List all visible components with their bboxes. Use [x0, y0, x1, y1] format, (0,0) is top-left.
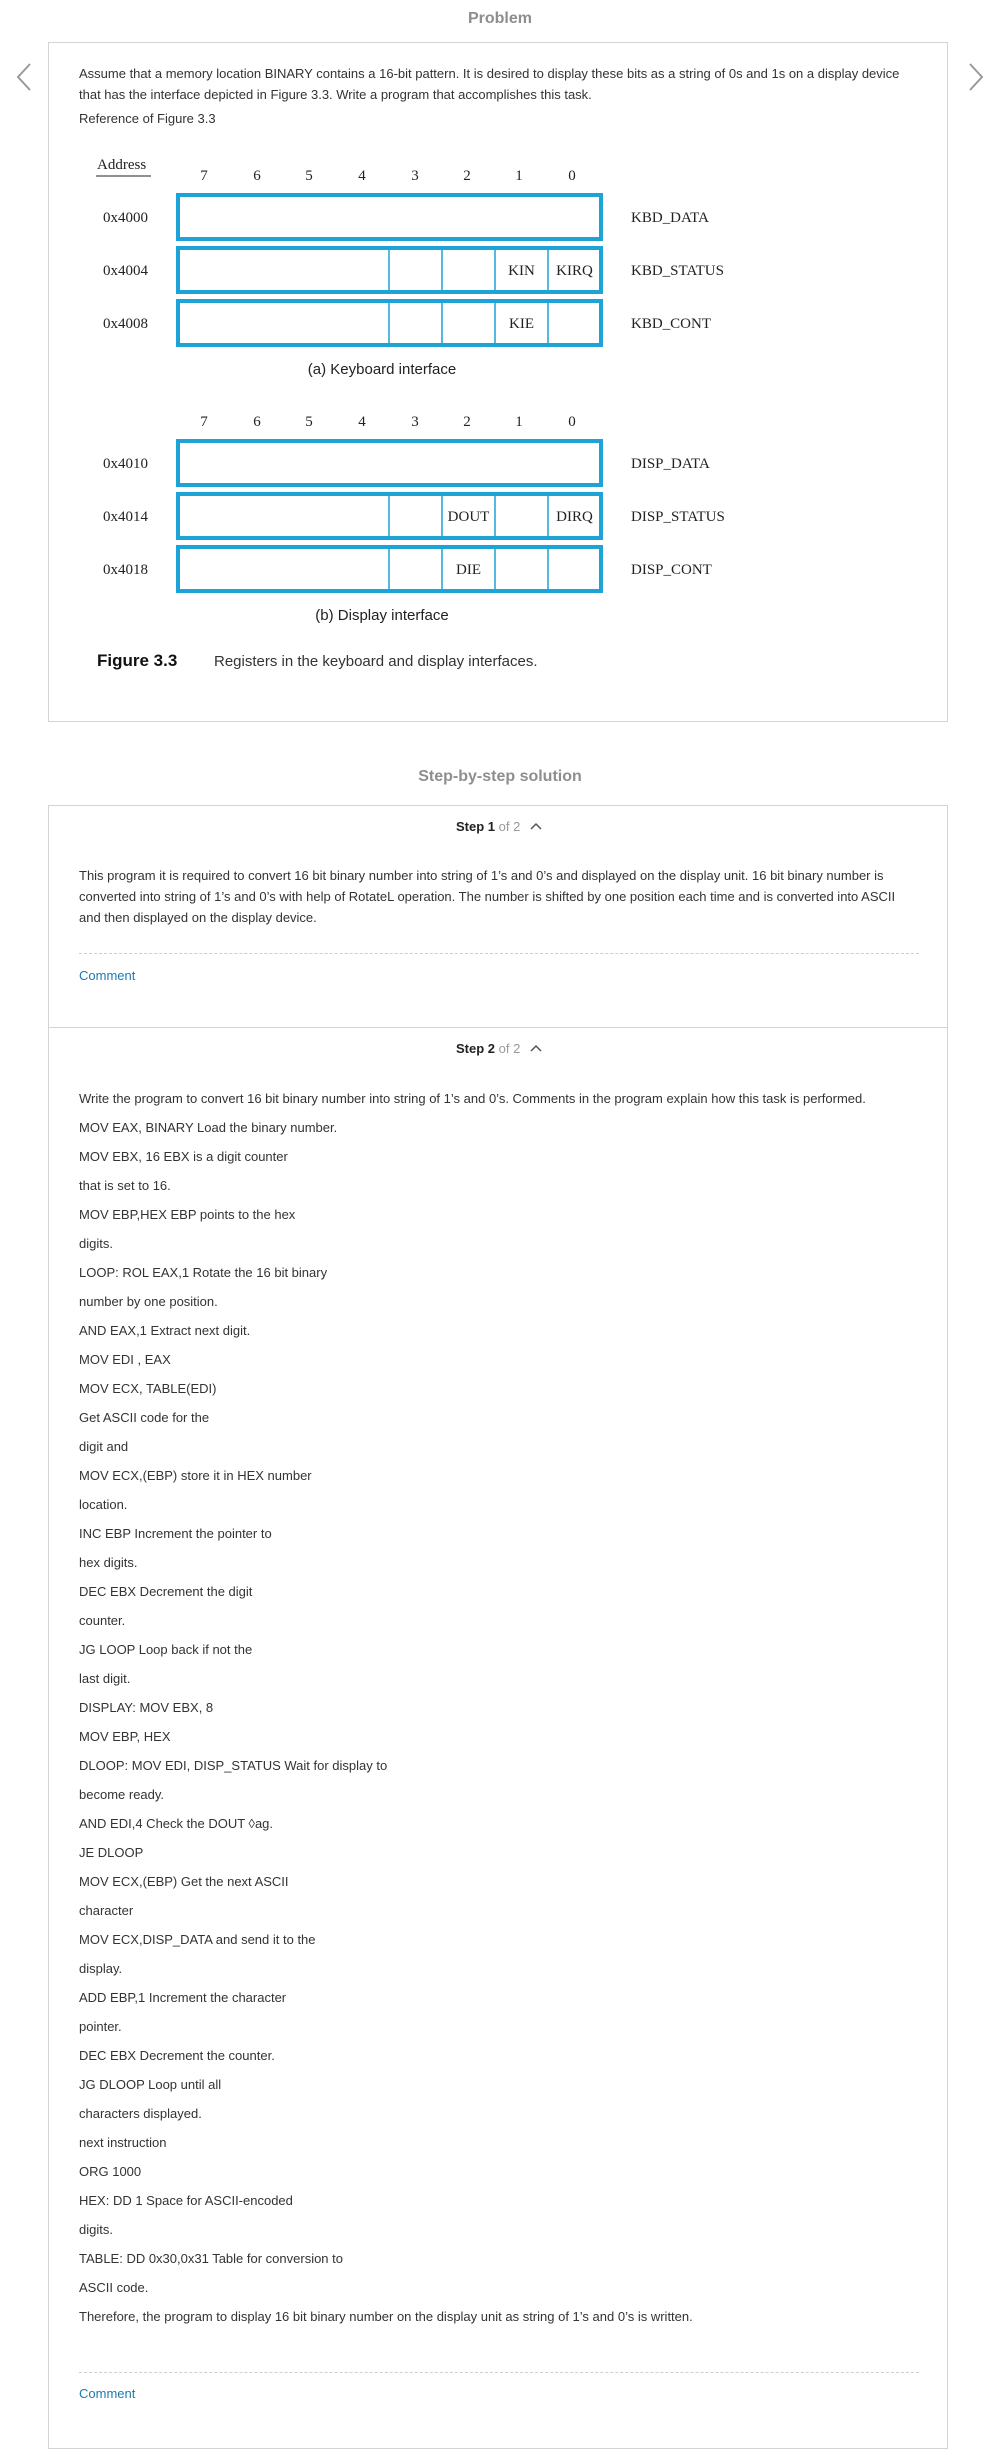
bit-label: 5 [305, 168, 313, 184]
display-registers [103, 441, 725, 591]
step1-text: This program it is required to convert 16 bit binary number into string of 1’s and 0’s and displayed on the display unit. 16 bit binary number is converted into string of 1’s and 0’s with help of RotateL operation. The number is shifted by one position each time and is converted into ASCII and then displayed on the display device. [79, 868, 896, 925]
step2-line: INC EBP Increment the pointer to [79, 1526, 272, 1541]
step1-label: Step 1 [456, 819, 496, 834]
bit-label: 3 [411, 168, 419, 184]
step2-line: that is set to 16. [79, 1178, 171, 1193]
step2-line: DEC EBX Decrement the digit [79, 1584, 253, 1599]
register-bit-field: KIE [509, 316, 534, 332]
register-name: DISP_DATA [631, 456, 710, 472]
step2-line: JG DLOOP Loop until all [79, 2077, 222, 2092]
step1-of: of 2 [498, 819, 521, 834]
register-figure [49, 43, 949, 723]
step1-body [79, 865, 919, 928]
step2-line: TABLE: DD 0x30,0x31 Table for conversion to [79, 2251, 343, 2266]
bit-label: 4 [358, 414, 366, 430]
step2-of: of 2 [498, 1041, 521, 1056]
register-address: 0x4008 [103, 316, 148, 332]
register-name: KBD_STATUS [631, 263, 724, 279]
chevron-up-icon[interactable] [530, 818, 542, 833]
register-name: DISP_STATUS [631, 509, 725, 525]
keyboard-registers [103, 195, 724, 345]
solution-heading: Step-by-step solution [418, 768, 582, 785]
step2-line: next instruction [79, 2135, 167, 2150]
bit-labels-display [200, 414, 576, 430]
bit-label: 5 [305, 414, 313, 430]
step2-line: AND EDI,4 Check the DOUT ◊ag. [79, 1816, 274, 1831]
step2-label: Step 2 [456, 1041, 496, 1056]
bit-label: 0 [568, 414, 576, 430]
bit-label: 6 [253, 414, 261, 430]
step2-line: DLOOP: MOV EDI, DISP_STATUS Wait for display to [79, 1758, 388, 1773]
step2-line: digits. [79, 2222, 113, 2237]
step2-divider [79, 2372, 919, 2373]
problem-card [48, 42, 948, 722]
step2-line: JE DLOOP [79, 1845, 144, 1860]
register-box [178, 441, 601, 485]
step2-line: MOV EBP, HEX [79, 1729, 171, 1744]
bit-label: 1 [515, 414, 523, 430]
keyboard-caption: (a) Keyboard interface [307, 361, 457, 378]
step2-line: MOV ECX,(EBP) Get the next ASCII [79, 1874, 289, 1889]
step2-body [79, 1088, 919, 2335]
step-separator [49, 1027, 947, 1028]
step2-line: number by one position. [79, 1294, 218, 1309]
step2-line: MOV ECX,(EBP) store it in HEX number [79, 1468, 312, 1483]
step2-header[interactable] [49, 1041, 949, 1057]
figure-number: Figure 3.3 [97, 651, 178, 670]
step2-line: last digit. [79, 1671, 131, 1686]
step1-comment-link[interactable]: Comment [79, 968, 136, 983]
figure-caption: Registers in the keyboard and display interfaces. [214, 653, 538, 670]
register-address: 0x4014 [103, 509, 148, 525]
step2-comment-link[interactable]: Comment [79, 2386, 136, 2401]
step2-line: MOV ECX,DISP_DATA and send it to the [79, 1932, 316, 1947]
bit-label: 6 [253, 168, 261, 184]
step2-line: counter. [79, 1613, 126, 1628]
step2-line: character [79, 1903, 134, 1918]
step2-line: location. [79, 1497, 128, 1512]
solution-card [48, 805, 948, 2449]
display-caption: (b) Display interface [315, 607, 449, 624]
step2-line: hex digits. [79, 1555, 138, 1570]
register-address: 0x4018 [103, 562, 148, 578]
step2-line: ORG 1000 [79, 2164, 142, 2179]
step2-line: digit and [79, 1439, 129, 1454]
step2-line: become ready. [79, 1787, 165, 1802]
register-bit-field: KIN [508, 263, 535, 279]
register-name: KBD_CONT [631, 316, 712, 332]
bit-label: 2 [463, 414, 471, 430]
address-label: Address [97, 157, 147, 173]
register-box [178, 195, 601, 239]
step2-line: Write the program to convert 16 bit binary number into string of 1’s and 0’s. Comments in the program explain how this task is performed. [79, 1091, 866, 1106]
register-bit-field: DOUT [447, 509, 490, 525]
step2-line: Get ASCII code for the [79, 1410, 210, 1425]
step2-line: characters displayed. [79, 2106, 202, 2121]
bit-label: 0 [568, 168, 576, 184]
register-address: 0x4010 [103, 456, 148, 472]
register-bit-field: KIRQ [556, 263, 593, 279]
step2-line: MOV ECX, TABLE(EDI) [79, 1381, 217, 1396]
step2-line: JG LOOP Loop back if not the [79, 1642, 253, 1657]
step2-line: DISPLAY: MOV EBX, 8 [79, 1700, 214, 1715]
register-address: 0x4004 [103, 263, 148, 279]
step2-line: MOV EBX, 16 EBX is a digit counter [79, 1149, 288, 1164]
register-address: 0x4000 [103, 210, 148, 226]
step2-line: ADD EBP,1 Increment the character [79, 1990, 287, 2005]
bit-label: 1 [515, 168, 523, 184]
register-name: KBD_DATA [631, 210, 709, 226]
bit-labels-keyboard [200, 168, 576, 184]
figure-reference: Reference of Figure 3.3 [79, 111, 216, 126]
step2-line: AND EAX,1 Extract next digit. [79, 1323, 251, 1338]
chevron-up-icon[interactable] [530, 1040, 542, 1055]
register-bit-field: DIRQ [556, 509, 593, 525]
step1-header[interactable] [49, 819, 949, 835]
bit-label: 7 [200, 414, 208, 430]
step2-line: pointer. [79, 2019, 122, 2034]
bit-label: 4 [358, 168, 366, 184]
step2-line: display. [79, 1961, 123, 1976]
bit-label: 2 [463, 168, 471, 184]
step2-line: digits. [79, 1236, 113, 1251]
register-bit-field: DIE [456, 562, 481, 578]
previous-arrow-icon[interactable] [16, 62, 32, 97]
problem-heading: Problem [467, 10, 532, 27]
step2-line: Therefore, the program to display 16 bit binary number on the display unit as string of 1’s and 0’s is written. [79, 2309, 693, 2324]
step2-line: DEC EBX Decrement the counter. [79, 2048, 275, 2063]
register-name: DISP_CONT [631, 562, 712, 578]
problem-text: Assume that a memory location BINARY contains a 16-bit pattern. It is desired to display these bits as a string of 0s and 1s on a display device that has the interface depicted in Figure 3.3. Write a program that accomplishes this task. [79, 66, 900, 102]
bit-label: 3 [411, 414, 419, 430]
step1-divider [79, 953, 919, 954]
bit-label: 7 [200, 168, 208, 184]
step2-line: MOV EBP,HEX EBP points to the hex [79, 1207, 296, 1222]
step2-line: MOV EDI , EAX [79, 1352, 171, 1367]
next-arrow-icon[interactable] [968, 62, 984, 97]
step2-line: MOV EAX, BINARY Load the binary number. [79, 1120, 338, 1135]
step2-line: HEX: DD 1 Space for ASCII-encoded [79, 2193, 293, 2208]
step2-line: ASCII code. [79, 2280, 149, 2295]
step2-line: LOOP: ROL EAX,1 Rotate the 16 bit binary [79, 1265, 328, 1280]
